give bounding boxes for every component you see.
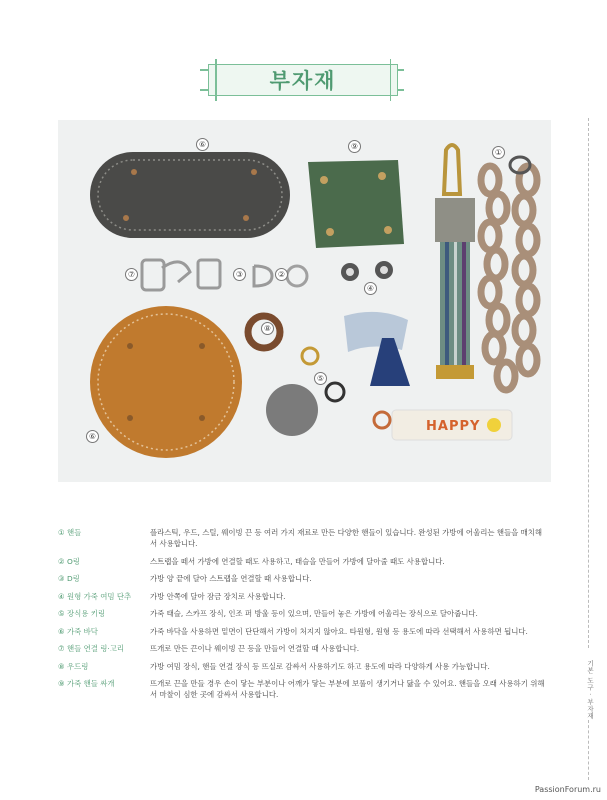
item-desc: 가방 여밈 장식, 핸들 연결 장식 등 뜨실로 감싸서 사용하기도 하고 용도에 따라 다양하게 사용 가능합니다. — [150, 661, 490, 671]
scarf-keyring — [344, 312, 408, 352]
watermark: PassionForum.ru — [534, 785, 601, 794]
item-desc: 가죽 태슬, 스카프 장식, 인조 퍼 방울 등이 있으며, 만들어 놓은 가방에 어울리는 장식으로 달아줍니다. — [150, 609, 478, 618]
side-divider-top — [588, 118, 590, 648]
fur-pompom — [266, 384, 318, 436]
item-term: ⑤ 장식용 키링 — [58, 609, 106, 618]
item-term: ⑧ 우드링 — [58, 661, 89, 671]
marker-1: ① — [492, 146, 505, 159]
item-term: ⑦ 핸들 연결 링·고리 — [58, 644, 124, 653]
list-item — [58, 608, 558, 619]
happy-tag-text: HAPPY — [426, 419, 481, 434]
marker-5: ⑤ — [314, 372, 327, 385]
marker-4: ④ — [364, 282, 377, 295]
round-leather-base — [90, 306, 242, 458]
list-item — [58, 626, 558, 637]
item-term: ⑨ 가죽 핸들 싸개 — [58, 679, 115, 688]
item-term: ② O링 — [58, 556, 80, 566]
item-desc: 가방 양 끝에 달아 스트랩을 연결할 때 사용합니다. — [150, 574, 312, 583]
chain-handle — [481, 166, 537, 390]
list-item — [58, 661, 558, 672]
item-desc: 플라스틱, 우드, 스틸, 웨이빙 끈 등 여러 가지 재료로 만든 다양한 핸들이 있습니다. 완성된 가방에 어울리는 핸들을 매치해서 사용합니다. — [150, 528, 543, 548]
side-running-header: 기본 도구 · 부자재 — [586, 660, 594, 720]
page-title: 부자재 — [269, 69, 337, 93]
marker-8: ⑧ — [261, 322, 274, 335]
list-item — [58, 678, 558, 700]
item-desc: 스트랩을 떼서 가방에 연결할 때도 사용하고, 태슬을 만들어 가방에 달아줄 때도 사용합니다. — [150, 556, 445, 566]
list-item — [58, 556, 558, 567]
marker-3: ③ — [233, 268, 246, 281]
materials-photo — [58, 120, 551, 482]
item-desc: 가방 안쪽에 달아 잠금 장치로 사용합니다. — [150, 591, 286, 601]
list-item — [58, 591, 558, 602]
marker-2: ② — [275, 268, 288, 281]
list-item — [58, 573, 558, 584]
green-handle-wrap — [308, 160, 404, 248]
list-item — [58, 643, 558, 654]
marker-7: ⑦ — [125, 268, 138, 281]
item-desc: 가죽 바닥을 사용하면 밑면이 단단해서 가방이 처지지 않아요. 타원형, 원형 등 용도에 따라 선택해서 사용하면 됩니다. — [150, 626, 528, 636]
title-banner — [208, 64, 398, 96]
item-term: ① 핸들 — [58, 528, 82, 537]
item-term: ⑥ 가죽 바닥 — [58, 626, 98, 636]
item-desc: 뜨개로 만든 끈이나 웨이빙 끈 등을 만들어 연결할 때 사용합니다. — [150, 644, 360, 653]
marker-9: ⑨ — [348, 140, 361, 153]
marker-6-top: ⑥ — [196, 138, 209, 151]
oval-leather-base — [90, 152, 290, 238]
marker-6-bottom: ⑥ — [86, 430, 99, 443]
item-desc: 뜨개로 끈을 만들 경우 손이 닿는 부분이나 어깨가 닿는 부분에 보풀이 생기거나 닳을 수 있어요. 핸들을 오래 사용하기 위해서 마찰이 심한 곳에 감싸서 사용합니다. — [150, 679, 545, 699]
side-divider-bottom — [588, 720, 590, 780]
materials-list — [58, 527, 558, 707]
list-item — [58, 527, 558, 549]
item-term: ④ 원형 가죽 여밈 단추 — [58, 591, 132, 601]
item-term: ③ D링 — [58, 574, 80, 583]
